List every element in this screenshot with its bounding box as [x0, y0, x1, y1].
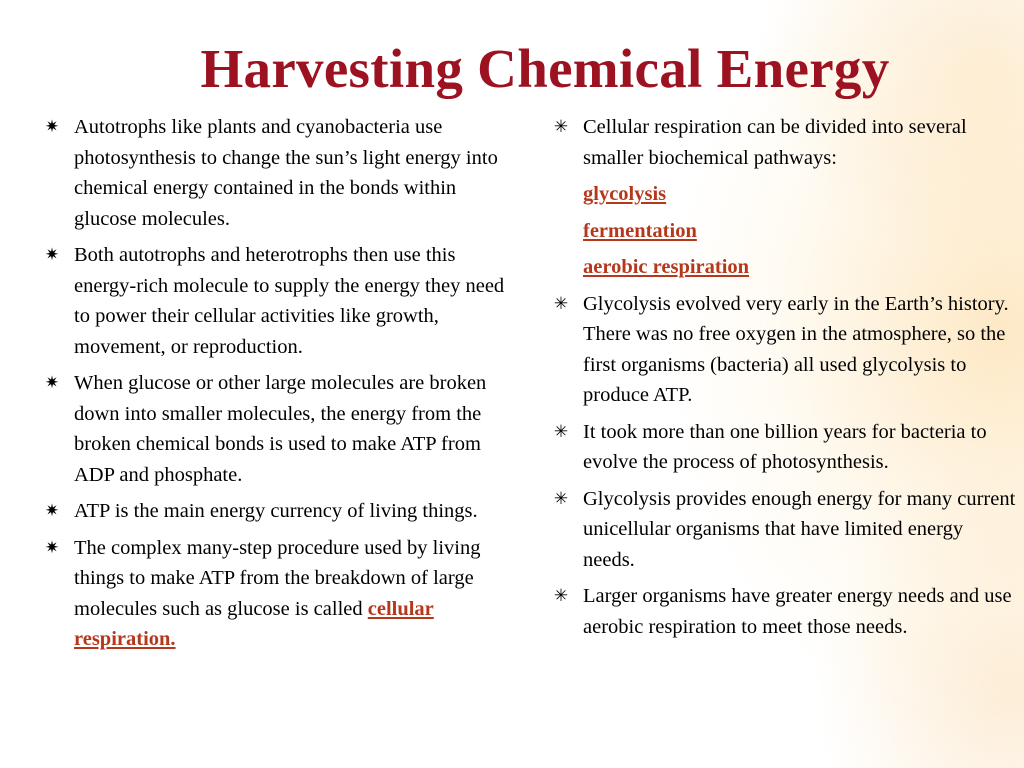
left-bullet-item: [42, 240, 520, 362]
left-bullet-item: [42, 533, 520, 655]
right-bullet-item: [551, 417, 1016, 478]
bullet-text: Glycolysis provides enough energy for many current unicellular organisms that have limited energy needs.: [583, 487, 1016, 571]
bullet-text: Both autotrophs and heterotrophs then use this energy-rich molecule to supply the energy they need to power their cellular activities like growth, movement, or reproduction.: [74, 244, 505, 358]
cellular-respiration-term: cellular respiration.: [74, 597, 434, 650]
left-bullet-item: [42, 368, 520, 490]
bullet-text: ATP is the main energy currency of living things.: [74, 500, 478, 522]
left-bullet-item: [42, 496, 520, 527]
bullet-text: When glucose or other large molecules are broken down into smaller molecules, the energy from the broken chemical bonds is used to make ATP from ADP and phosphate.: [74, 372, 487, 486]
right-bullet-item: [551, 112, 1016, 173]
asterisk-bullet-icon: ✳: [553, 117, 569, 136]
asterisk-bullet-icon: ✳: [553, 488, 569, 508]
right-bullet-item: [551, 581, 1016, 642]
slide-title: Harvesting Chemical Energy: [200, 38, 890, 99]
star-bullet-icon: ✷: [44, 245, 60, 264]
star-bullet-icon: ✷: [44, 117, 60, 136]
right-bullet-item: [551, 484, 1016, 576]
pathway-fermentation: fermentation: [583, 219, 697, 242]
left-bullet-item: [42, 112, 520, 234]
asterisk-bullet-icon: ✳: [553, 421, 569, 441]
star-bullet-icon: ✷: [44, 537, 60, 557]
bullet-text: Autotrophs like plants and cyanobacteria use photosynthesis to change the sun’s light energy into chemical energy contained in the bonds within glucose molecules.: [74, 116, 498, 230]
star-bullet-icon: ✷: [44, 373, 60, 392]
asterisk-bullet-icon: ✳: [553, 586, 569, 605]
bullet-text: Cellular respiration can be divided into several smaller biochemical pathways:: [583, 116, 967, 169]
pathway-aerobic-respiration: aerobic respiration: [583, 256, 750, 278]
left-column: [42, 112, 520, 661]
asterisk-bullet-icon: ✳: [553, 293, 569, 313]
bullet-text: The complex many-step procedure used by living things to make ATP from the breakdown of large molecules such as glucose is called: [74, 536, 481, 620]
bullet-text: Larger organisms have greater energy needs and use aerobic respiration to meet those needs.: [583, 585, 1012, 638]
right-column: [551, 112, 1016, 648]
bullet-text: Glycolysis evolved very early in the Earth’s history. There was no free oxygen in the atmosphere, so the first organisms (bacteria) all used glycolysis to produce ATP.: [583, 292, 1009, 406]
pathway-glycolysis: glycolysis: [583, 183, 667, 205]
star-bullet-icon: ✷: [44, 501, 60, 520]
right-bullet-item: [551, 289, 1016, 411]
bullet-text: It took more than one billion years for bacteria to evolve the process of photosynthesis.: [583, 420, 987, 473]
